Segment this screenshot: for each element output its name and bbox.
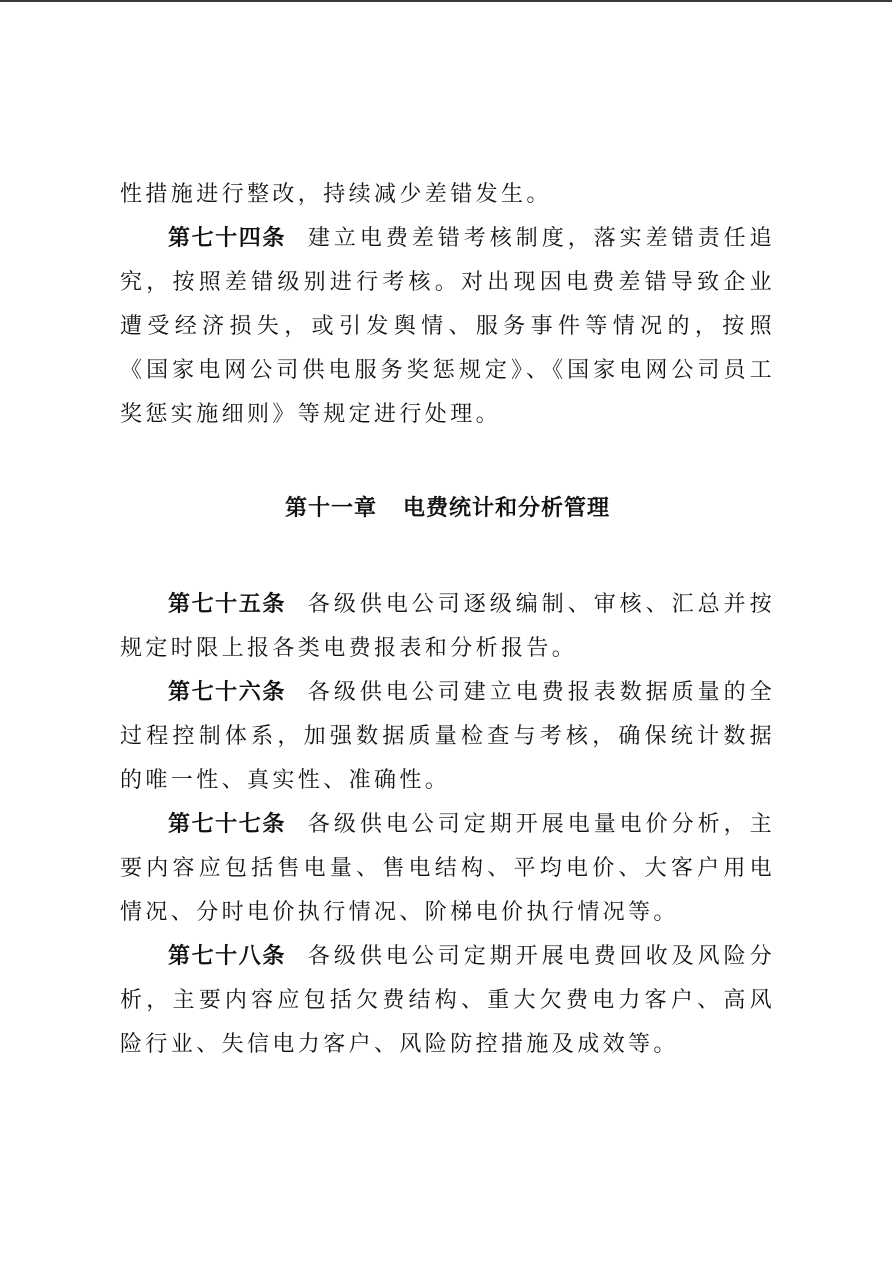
continuation-paragraph: 性措施进行整改，持续减少差错发生。 [120, 182, 552, 207]
article-74 [120, 217, 775, 437]
article-75 [120, 583, 775, 671]
article-76-label: 第七十六条 [168, 680, 286, 705]
article-78-label: 第七十八条 [168, 944, 286, 969]
article-76-text: 各级供电公司建立电费报表数据质量的全过程控制体系，加强数据质量检查与考核，确保统计数据的唯一性、真实性、准确性。 [120, 680, 775, 793]
article-77-text: 各级供电公司定期开展电量电价分析，主要内容应包括售电量、售电结构、平均电价、大客户用电情况、分时电价执行情况、阶梯电价执行情况等。 [120, 812, 775, 925]
article-76 [120, 671, 775, 803]
chapter-heading [120, 487, 775, 531]
article-77-label: 第七十七条 [168, 812, 286, 837]
article-78 [120, 935, 775, 1067]
chapter-number: 第十一章 [284, 496, 377, 521]
article-75-label: 第七十五条 [168, 592, 286, 617]
article-74-label: 第七十四条 [168, 226, 286, 251]
article-78-text: 各级供电公司定期开展电费回收及风险分析，主要内容应包括欠费结构、重大欠费电力客户、高风险行业、失信电力客户、风险防控措施及成效等。 [120, 944, 775, 1057]
page-top-border [0, 0, 892, 2]
article-75-text: 各级供电公司逐级编制、审核、汇总并按规定时限上报各类电费报表和分析报告。 [120, 592, 775, 661]
chapter-title: 电费统计和分析管理 [403, 496, 611, 521]
article-74-text: 建立电费差错考核制度，落实差错责任追究，按照差错级别进行考核。对出现因电费差错导致企业遭受经济损失，或引发舆情、服务事件等情况的，按照《国家电网公司供电服务奖惩规定》、《国家电网公司员工奖惩实施细则》等规定进行处理。 [120, 226, 775, 427]
article-77 [120, 803, 775, 935]
document-body [120, 173, 775, 1067]
